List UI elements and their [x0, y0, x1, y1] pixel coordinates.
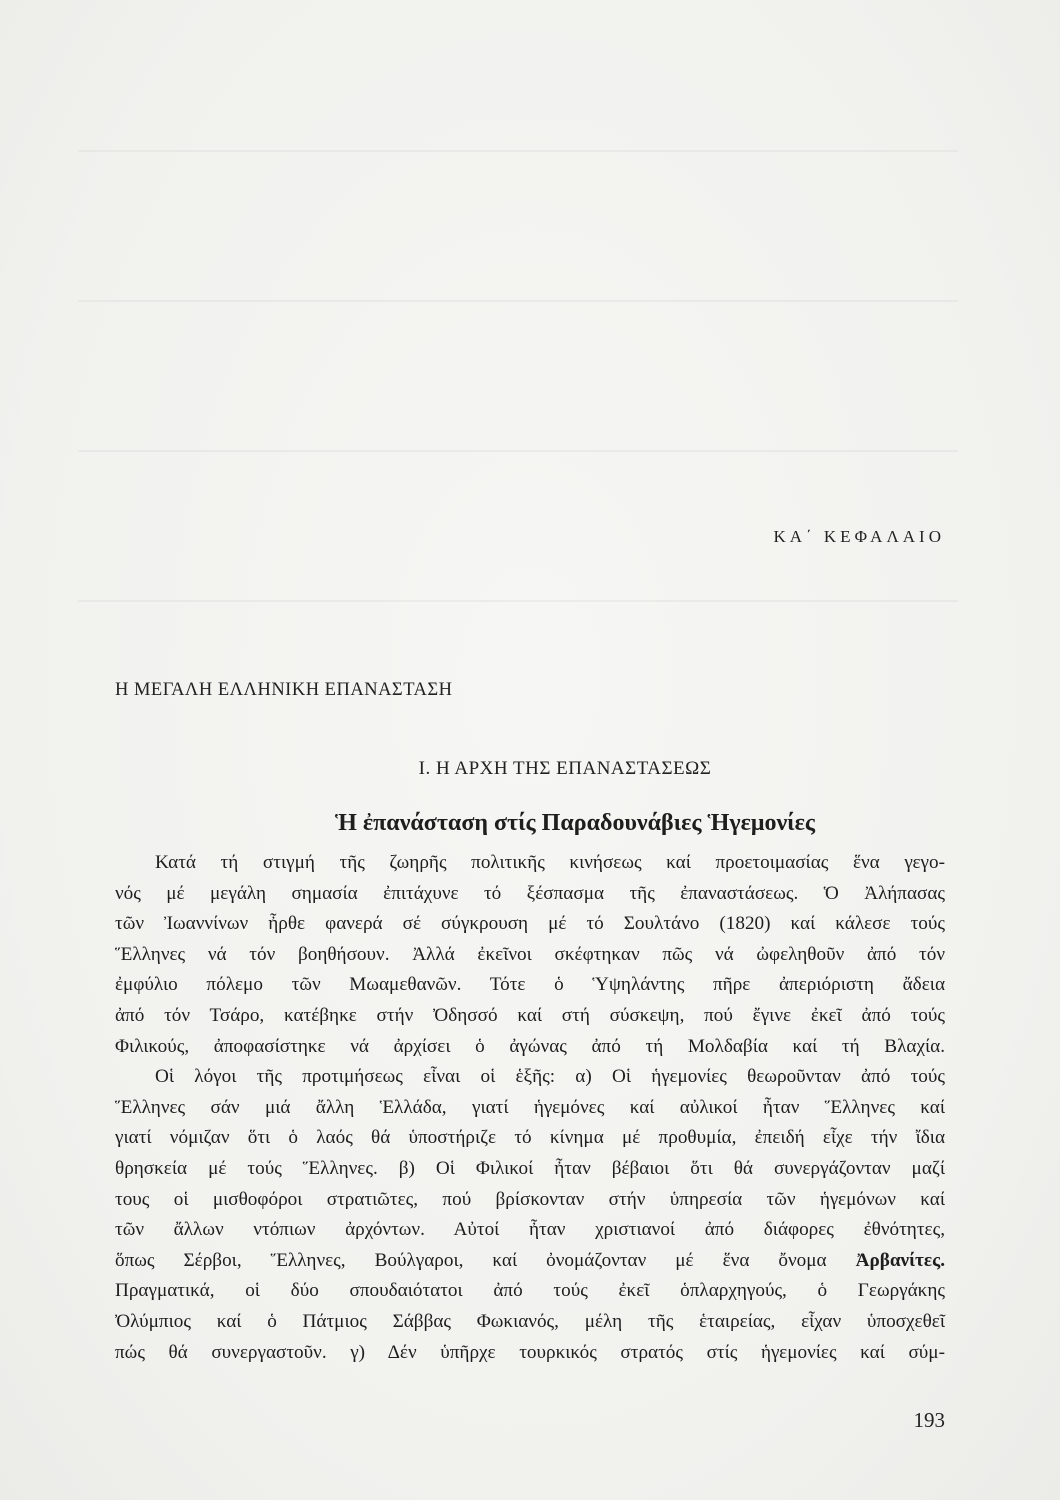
- text-line: Φιλικούς, ἀποφασίστηκε νά ἀρχίσει ὁ ἀγώνας ἀπό τή Μολδαβία καί τή Βλαχία.: [115, 1035, 945, 1057]
- text-line: ἐμφύλιο πόλεμο τῶν Μωαμεθανῶν. Τότε ὁ Ὑψηλάντης πῆρε ἀπεριόριστη ἄδεια: [115, 974, 945, 996]
- text-line: ἀπό τόν Τσάρο, κατέβηκε στήν Ὀδησσό καί στή σύσκεψη, πού ἔγινε ἐκεῖ ἀπό τούς: [115, 1004, 945, 1026]
- text-line: Ἕλληνες νά τόν βοηθήσουν. Ἀλλά ἐκεῖνοι σκέφτηκαν πῶς νά ὠφεληθοῦν ἀπό τόν: [115, 943, 945, 965]
- text-line: Πραγματικά, οἱ δύο σπουδαιότατοι ἀπό τούς ἐκεῖ ὁπλαρχηγούς, ὁ Γεωργάκης: [115, 1280, 945, 1302]
- paragraph-2: [115, 1062, 945, 1368]
- text-line: Κατά τή στιγμή τῆς ζωηρῆς πολιτικῆς κινήσεως καί προετοιμασίας ἕνα γεγο-: [155, 852, 945, 873]
- body-text: [115, 848, 945, 1368]
- text-line: πώς θά συνεργαστοῦν. γ) Δέν ὑπῆρχε τουρκικός στρατός στίς ἡγεμονίες καί σύμ-: [115, 1341, 945, 1363]
- text-line: τῶν ἄλλων ντόπιων ἀρχόντων. Αὐτοί ἦταν χριστιανοί ἀπό διάφορες ἐθνότητες,: [115, 1219, 945, 1241]
- text-line: τῶν Ἰωαννίνων ἦρθε φανερά σέ σύγκρουση μέ τό Σουλτάνο (1820) καί κάλεσε τούς: [115, 913, 945, 935]
- page-number: 193: [913, 1408, 945, 1432]
- part-title: Η ΜΕΓΑΛΗ ΕΛΛΗΝΙΚΗ ΕΠΑΝΑΣΤΑΣΗ: [115, 680, 453, 700]
- chapter-label: ΚΑ΄ ΚΕΦΑΛΑΙΟ: [773, 527, 945, 546]
- text-line: Οἱ λόγοι τῆς προτιμήσεως εἶναι οἱ ἑξῆς: α) Οἱ ἡγεμονίες θεωροῦνταν ἀπό τούς: [155, 1066, 945, 1088]
- bleed-through-line: [78, 450, 958, 452]
- text-line: θρησκεία μέ τούς Ἕλληνες. β) Οἱ Φιλικοί ἦταν βέβαιοι ὅτι θά συνεργάζονταν μαζί: [115, 1157, 945, 1179]
- text-line: Ὀλύμπιος καί ὁ Πάτμιος Σάββας Φωκιανός, μέλη τῆς ἑταιρείας, εἶχαν ὑποσχεθεῖ: [115, 1310, 945, 1332]
- bold-term: Ἀρβανίτες.: [855, 1249, 945, 1271]
- text-line: τους οἱ μισθοφόροι στρατιῶτες, πού βρίσκονταν στήν ὑπηρεσία τῶν ἡγεμόνων καί: [115, 1188, 945, 1210]
- text-line-with-bold-term: [115, 1246, 945, 1277]
- bleed-through-line: [78, 300, 958, 302]
- text-line: ὅπως Σέρβοι, Ἕλληνες, Βούλγαροι, καί ὀνομάζονταν μέ ἕνα ὄνομα: [115, 1249, 827, 1271]
- section-title: Ι. Η ΑΡΧΗ ΤΗΣ ΕΠΑΝΑΣΤΑΣΕΩΣ: [418, 758, 712, 779]
- subsection-title: Ἡ ἐπανάσταση στίς Παραδουνάβιες Ἡγεμονίες: [335, 810, 815, 836]
- paragraph-1: [115, 848, 945, 1062]
- text-line: γιατί νόμιζαν ὅτι ὁ λαός θά ὑποστήριζε τό κίνημα μέ προθυμία, ἐπειδή εἶχε τήν ἴδια: [115, 1127, 945, 1149]
- text-line: νός μέ μεγάλη σημασία ἐπιτάχυνε τό ξέσπασμα τῆς ἐπαναστάσεως. Ὁ Ἀλήπασας: [115, 882, 945, 904]
- bleed-through-line: [78, 600, 958, 602]
- text-line: Ἕλληνες σάν μιά ἄλλη Ἑλλάδα, γιατί ἡγεμόνες καί αὐλικοί ἦταν Ἕλληνες καί: [115, 1096, 945, 1118]
- bleed-through-line: [78, 150, 958, 152]
